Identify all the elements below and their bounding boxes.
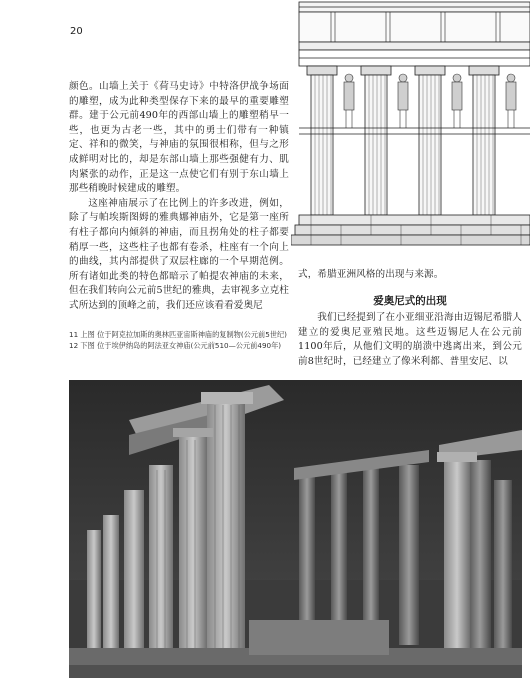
temple-elevation-drawing bbox=[291, 0, 530, 262]
section-heading: 爱奥尼式的出现 bbox=[373, 295, 447, 307]
figure-captions bbox=[69, 329, 294, 351]
page-number: 20 bbox=[70, 26, 83, 37]
caption-figure-12: 12 下图 位于埃伊纳岛的阿法亚女神庙(公元前510—公元前490年) bbox=[69, 341, 282, 350]
caption-figure-11: 11 上图 位于阿克拉加斯的奥林匹亚宙斯神庙的复制物(公元前5世纪) bbox=[69, 330, 287, 339]
paragraph: 我们已经提到了在小亚细亚沿海由迈锡尼希腊人建立的爱奥尼亚殖民地。这些迈锡尼人在公元前1100年后，从他们文明的崩溃中逃离出来，到公元前8世纪时，已经建立了像米利都、普里安尼、以 bbox=[298, 312, 522, 367]
paragraph: 颜色。山墙上关于《荷马史诗》中特洛伊战争场面的雕塑，成为此种类型保存下来的最早的重要雕塑群。建于公元前490年的西部山墙上的雕塑稍早一些，也更为古老一些，其中的勇士们带有一种镇定、祥和的微笑，与神庙的氛围很相称，但与之形成鲜明对比的，却是东部山墙上那些强健有力、肌肉紧张的动作，正是这一点使它们有别于东山墙上那些稍晚时候建成的雕塑。 bbox=[69, 81, 289, 195]
temple-photograph bbox=[69, 380, 522, 678]
paragraph: 这座神庙展示了在比例上的许多改进，例如，除了与帕埃斯图姆的雅典娜神庙外，它是第一座所有柱子都向内倾斜的神庙，而且拐角处的柱子都要稍厚一些，这些柱子也都有卷杀，柱座有一个向上的曲线，其内部提供了双层柱廊的一个早期范例。所有诸如此类的特色都暗示了帕提农神庙的未来，但在我们转向公元前5世纪的雅典，去审视多立克柱式所达到的顶峰之前，我们还应该看看爱奥尼 bbox=[69, 197, 289, 311]
right-text-column bbox=[298, 311, 522, 369]
right-top-text: 式，希腊亚洲风格的出现与来源。 bbox=[298, 269, 444, 280]
left-text-column bbox=[69, 80, 289, 314]
